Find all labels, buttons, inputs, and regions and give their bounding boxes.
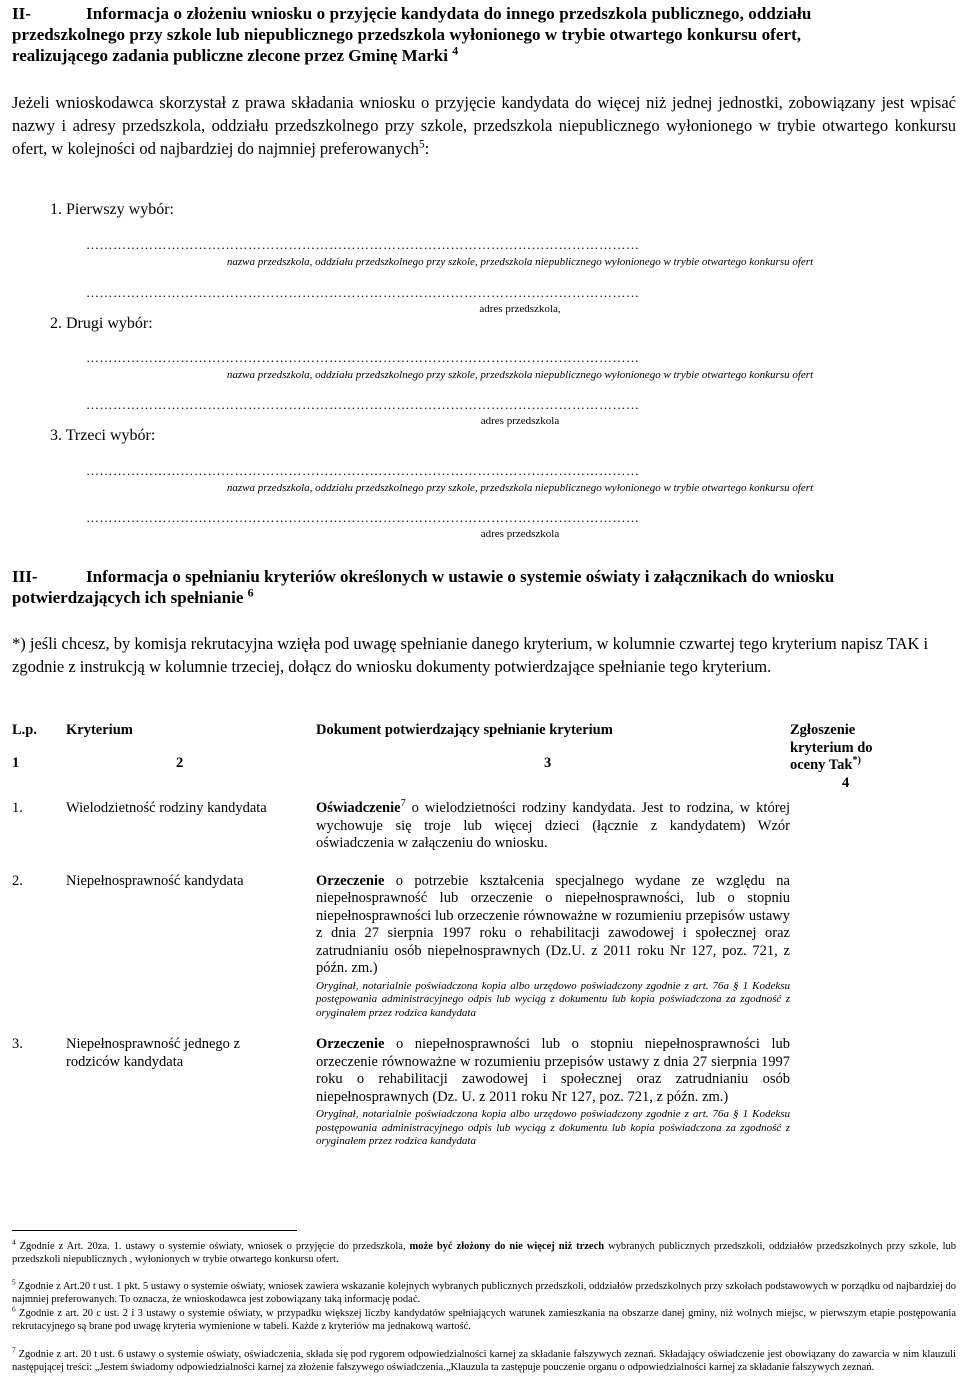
- section-3-number: III-: [12, 567, 38, 586]
- footnote-separator: [12, 1230, 297, 1231]
- table-row: [12, 792, 958, 871]
- row-1-criterion: Wielodzietność rodziny kandydata: [66, 800, 267, 816]
- header-lp: L.p.: [12, 722, 37, 738]
- footnote-ref-6: 6: [247, 585, 254, 600]
- footnote-ref-4: 4: [452, 43, 459, 58]
- footnote-4: $^4$ Zgodnie z Art. 20za. 1. ustawy o systemie oświaty, wniosek o przyjęcie do przedszkola, może być złożony do nie więcej niż trzech wybranych publicznych przedszkoli, oddziałów przedszkolnych przy szkole, lub przedszkoli niepublicznych , wyłonionych w trybie otwartego konkursu ofert.: [12, 1237, 956, 1265]
- row-3-document: Orzeczenie o niepełnosprawności lub o stopniu niepełnosprawności lub orzeczenie równoważne w rozumieniu przepisów ustawy z dnia 27 sierpnia 1997 roku o rehabilitacji zawodowej i społecznej oraz zatrudnianiu osób niepełnosprawnych (Dz. U. z 2011 roku Nr 127, poz. 721, z późn. zm.) Oryginał, notarialnie poświadczona kopia albo urzędowo poświadczony zgodnie z art. 76a § 1 Kodeksu postępowania administracyjnego odpis lub wyciąg z dokumentu lub kopia poświadczona za zgodność z oryginałem przez rodzica kandydata: [316, 1036, 790, 1147]
- row-3-lp: 3.: [12, 1036, 23, 1052]
- section-2-title-line3: realizującego zadania publiczne zlecone przez Gminę Marki $^4$: [12, 43, 459, 65]
- choice-3-name-caption: nazwa przedszkola, oddziału przedszkolnego przy szkole, przedszkola niepublicznego wyłonionego w trybie otwartego konkursu ofert: [226, 482, 814, 494]
- criteria-table: [12, 716, 958, 1149]
- row-1-document: Oświadczenie$^7$ o wielodzietności rodziny kandydata. Jest to rodzina, w której wychowuje się troje lub więcej dzieci (łącznie z kandydatem) Wzór oświadczenia w załączeniu do wniosku.: [316, 798, 790, 851]
- section-3-note: *) jeśli chcesz, by komisja rekrutacyjna wzięła pod uwagę spełnianie danego kryterium, w kolumnie czwartej tego kryterium napisz TAK i zgodnie z instrukcją w kolumnie trzeciej, dołącz do wniosku dokumenty potwierdzające spełnianie tego kryterium.: [12, 634, 929, 676]
- choice-3-name-field[interactable]: ……………………………………………………………………………………………………………: [86, 463, 640, 478]
- section-2-title-line2: przedszkolnego przy szkole lub niepublicznego przedszkola wyłonionego w trybie otwartego konkursu ofert,: [12, 25, 802, 44]
- choice-2-name-caption: nazwa przedszkola, oddziału przedszkolnego przy szkole, przedszkola niepublicznego wyłonionego w trybie otwartego konkursu ofert: [226, 369, 814, 381]
- col-number-3: 3: [544, 754, 552, 771]
- table-row: [12, 1034, 958, 1149]
- section-2-title-line1: Informacja o złożeniu wniosku o przyjęcie kandydata do innego przedszkola publicznego, oddziału: [86, 4, 812, 23]
- row-2-document-note: Oryginał, notarialnie poświadczona kopia albo urzędowo poświadczony zgodnie z art. 76a § 1 Kodeksu postępowania administracyjnego odpis lub wyciąg z dokumentu lub kopia poświadczona za zgodność z oryginałem przez rodzica kandydata: [316, 979, 790, 1019]
- choice-1-address-caption: adres przedszkola,: [479, 303, 561, 315]
- header-declaration: Zgłoszenie kryterium do oceny Tak*) 4: [790, 716, 958, 792]
- footnote-5: $^5$ Zgodnie z Art.20 t ust. 1 pkt. 5 ustawy o systemie oświaty, wniosek zawiera wskazanie kolejnych wybranych publicznych przedszkoli, oddziałów przedszkolnych przy szkołach podstawowych w porządku od najbardziej do najmniej preferowanych. To oznacza, że wnioskodawca jest zobowiązany taką informację podać.: [12, 1277, 956, 1305]
- table-row: [12, 871, 958, 1035]
- row-2-lp: 2.: [12, 872, 23, 889]
- col-number-1: 1: [12, 754, 20, 771]
- choice-2-address-caption: adres przedszkola: [480, 415, 560, 427]
- row-2-criterion: Niepełnosprawność kandydata: [66, 872, 244, 889]
- choice-3-address-field[interactable]: ……………………………………………………………………………………………………………: [86, 510, 640, 525]
- choice-2-address-field[interactable]: ……………………………………………………………………………………………………………: [86, 397, 640, 412]
- section-3-title-line2: potwierdzających ich spełnianie $^6$: [12, 585, 254, 607]
- footnote-ref-5: 5: [418, 138, 425, 151]
- footnote-7: $^7$ Zgodnie z art. 20 t ust. 6 ustawy o systemie oświaty, oświadczenia, składa się pod rygorem odpowiedzialności karnej za składanie fałszywych zeznań. Składający oświadczenie jest obowiązany do zawarcia w nim klauzuli następującej treści: „Jestem świadomy odpowiedzialności karnej za złożenie fałszywego oświadczenia.„Klauzula ta zastępuje pouczenie organu o odpowiedzialności karnej za składanie fałszywych zeznań.: [12, 1345, 956, 1373]
- choice-1-name-caption: nazwa przedszkola, oddziału przedszkolnego przy szkole, przedszkola niepublicznego wyłonionego w trybie otwartego konkursu ofert: [226, 256, 814, 268]
- row-2-declaration-cell[interactable]: [790, 871, 958, 1035]
- choice-1-address-field[interactable]: ……………………………………………………………………………………………………………: [86, 285, 640, 300]
- col-number-4: 4: [842, 774, 850, 791]
- section-3-title-line1: Informacja o spełnianiu kryteriów określonych w ustawie o systemie oświaty i załącznikach do wniosku: [86, 567, 835, 586]
- header-document: Dokument potwierdzający spełnianie kryterium: [316, 722, 613, 738]
- section-2-number: II-: [12, 4, 31, 23]
- row-3-criterion: Niepełnosprawność jednego z rodziców kandydata: [66, 1036, 240, 1070]
- section-2-intro: Jeżeli wnioskodawca skorzystał z prawa składania wniosku o przyjęcie kandydata do więcej niż jednej jednostki, zobowiązany jest wpisać nazwy i adresy przedszkola, oddziału przedszkolnego przy szkole, przedszkola niepublicznego wyłonionego w trybie otwartego konkursu ofert, w kolejności od najbardziej do najmniej preferowanych$^5$:: [12, 93, 956, 158]
- choice-1-name-field[interactable]: ……………………………………………………………………………………………………………: [86, 237, 640, 252]
- row-1-lp: 1.: [12, 800, 23, 816]
- col-number-2: 2: [176, 754, 184, 771]
- choice-2-name-field[interactable]: ……………………………………………………………………………………………………………: [86, 350, 640, 365]
- row-2-document: Orzeczenie o potrzebie kształcenia specjalnego wydane ze względu na niepełnosprawność lub orzeczenie o niepełnosprawności, lub o stopniu niepełnosprawności lub orzeczenie równoważne w rozumieniu przepisów ustawy z dnia 27 sierpnia 1997 roku o rehabilitacji zawodowej i społecznej oraz zatrudnianiu osób niepełnosprawnych (Dz.U. z 2011 roku Nr 127, poz. 721, z późn. zm.) Oryginał, notarialnie poświadczona kopia albo urzędowo poświadczony zgodnie z art. 76a § 1 Kodeksu postępowania administracyjnego odpis lub wyciąg z dokumentu lub kopia poświadczona za zgodność z oryginałem przez rodzica kandydata: [316, 872, 790, 1019]
- header-criterion: Kryterium: [66, 722, 133, 738]
- choice-2-label: 2. Drugi wybór:: [50, 315, 153, 332]
- row-3-declaration-cell[interactable]: [790, 1034, 958, 1149]
- row-3-document-note: Oryginał, notarialnie poświadczona kopia albo urzędowo poświadczony zgodnie z art. 76a § 1 Kodeksu postępowania administracyjnego odpis lub wyciąg z dokumentu lub kopia poświadczona za zgodność z oryginałem przez rodzica kandydata: [316, 1108, 790, 1147]
- row-1-declaration-cell[interactable]: [790, 792, 958, 871]
- choice-3-address-caption: adres przedszkola: [480, 528, 560, 540]
- footnote-6: $^6$ Zgodnie z art. 20 c ust. 2 i 3 ustawy o systemie oświaty, w przypadku większej liczby kandydatów spełniających warunek zamieszkania na obszarze danej gminy, niż wolnych miejsc, w pierwszym etapie postępowania rekrutacyjnego są brane pod uwagę kryteria wymienione w tabeli. Każde z kryteriów ma jednakową wartość.: [12, 1304, 956, 1332]
- table-header-row: [12, 716, 958, 743]
- choice-1-label: 1. Pierwszy wybór:: [50, 201, 174, 218]
- choice-3-label: 3. Trzeci wybór:: [50, 427, 156, 444]
